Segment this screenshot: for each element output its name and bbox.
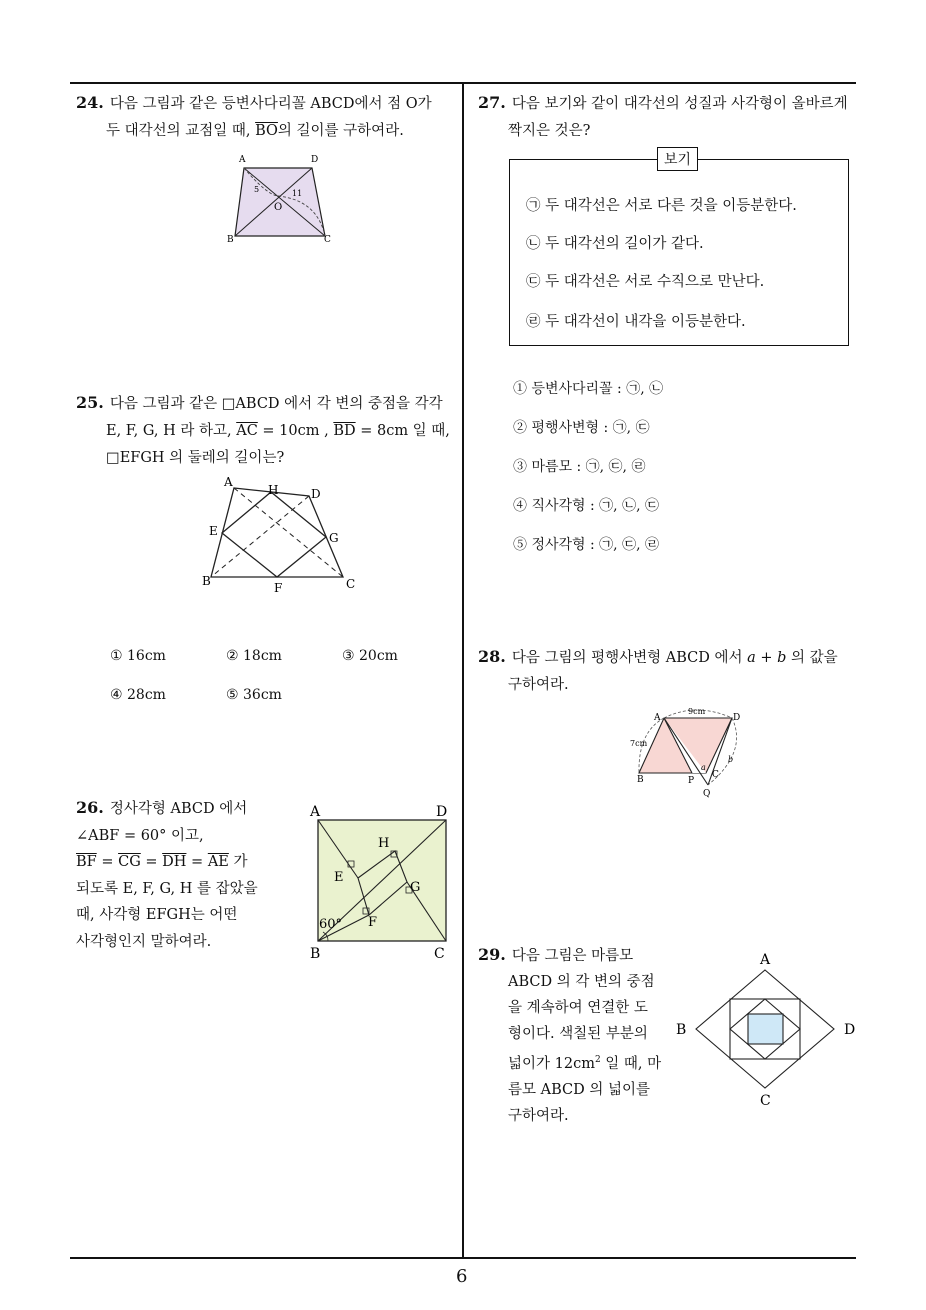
example-item-3: ㉢ 두 대각선은 서로 수직으로 만난다. bbox=[526, 274, 765, 290]
example-item-2: ㉡ 두 대각선의 길이가 같다. bbox=[526, 236, 704, 252]
segment-bo: $\overline{BO}$ bbox=[255, 123, 278, 139]
question-text: ABCD 의 각 변의 중점 bbox=[508, 974, 655, 990]
label-c: C bbox=[760, 1093, 771, 1108]
q25-option-2[interactable]: ② 18cm bbox=[226, 648, 282, 664]
question-24 bbox=[76, 89, 456, 145]
question-28 bbox=[478, 643, 863, 699]
q24-trapezoid-figure bbox=[222, 150, 342, 249]
segment-cg: $\overline{CG}$ bbox=[118, 854, 141, 870]
segment-bf: $\overline{BF}$ bbox=[76, 854, 97, 870]
label-9cm: 9cm bbox=[688, 707, 706, 716]
label-c: C bbox=[712, 770, 719, 780]
question-25 bbox=[76, 389, 461, 472]
question-text: 다음 그림과 같은 등변사다리꼴 ABCD에서 점 O가 bbox=[109, 96, 432, 112]
label-b: B bbox=[676, 1022, 687, 1038]
label-b: B bbox=[310, 946, 321, 962]
question-text: 사각형인지 말하여라. bbox=[76, 933, 212, 950]
question-text: 가 bbox=[228, 854, 248, 870]
label-c: C bbox=[346, 577, 356, 591]
equals-sign: = bbox=[96, 854, 119, 870]
equals-sign: = bbox=[140, 854, 163, 870]
segment-bd: $\overline{BD}$ bbox=[333, 423, 356, 439]
label-g: G bbox=[410, 880, 421, 895]
q27-option-3[interactable]: ③ 마름모 : ㉠, ㉢, ㉣ bbox=[513, 459, 646, 475]
question-text: 을 계속하여 연결한 도 bbox=[508, 1000, 648, 1016]
label-p: P bbox=[688, 776, 695, 786]
label-11: 11 bbox=[292, 189, 303, 198]
question-text: = 8cm 일 때, bbox=[355, 423, 450, 439]
page-number: 6 bbox=[456, 1266, 468, 1287]
label-a: A bbox=[654, 713, 661, 723]
label-b: B bbox=[227, 235, 234, 245]
question-text: 되도록 E, F, G, H 를 잡았을 bbox=[76, 880, 258, 897]
question-text: 다음 그림과 같은 □ABCD 에서 각 변의 중점을 각각 bbox=[109, 396, 443, 412]
expression-a-plus-b: a + b bbox=[747, 650, 787, 666]
question-text: 구하여라. bbox=[508, 677, 569, 693]
q28-parallelogram-figure bbox=[626, 702, 756, 802]
example-item-4: ㉣ 두 대각선이 내각을 이등분한다. bbox=[526, 314, 746, 330]
label-b-angle: b bbox=[728, 755, 734, 764]
label-d: D bbox=[311, 487, 321, 501]
q29-rhombus-figure bbox=[672, 948, 862, 1112]
label-a-angle: a bbox=[701, 763, 706, 772]
question-text: E, F, G, H 라 하고, bbox=[106, 423, 237, 439]
segment-dh: $\overline{DH}$ bbox=[162, 854, 187, 870]
label-d: D bbox=[844, 1022, 856, 1038]
q25-option-1[interactable]: ① 16cm bbox=[110, 648, 166, 664]
q25-quadrilateral-figure bbox=[198, 472, 368, 604]
question-text: 짝지은 것은? bbox=[508, 123, 591, 139]
label-f: F bbox=[368, 915, 378, 930]
example-box-title: 보기 bbox=[657, 147, 698, 171]
label-d: D bbox=[311, 155, 319, 165]
question-text: □EFGH 의 둘레의 길이는? bbox=[106, 450, 285, 466]
label-q: Q bbox=[703, 789, 711, 798]
question-text: 름모 ABCD 의 넓이를 bbox=[508, 1081, 650, 1098]
label-a: A bbox=[310, 804, 321, 820]
q27-option-5[interactable]: ⑤ 정사각형 : ㉠, ㉢, ㉣ bbox=[513, 537, 659, 553]
question-29 bbox=[478, 942, 668, 1129]
question-number: 28. bbox=[478, 647, 506, 666]
question-text: 넓이가 12cm bbox=[508, 1055, 595, 1072]
column-divider bbox=[462, 82, 464, 1259]
example-item-1: ㉠ 두 대각선은 서로 다른 것을 이등분한다. bbox=[526, 198, 797, 214]
q25-option-4[interactable]: ④ 28cm bbox=[110, 687, 166, 703]
label-5: 5 bbox=[254, 185, 260, 194]
label-c: C bbox=[324, 235, 331, 245]
label-a: A bbox=[239, 155, 246, 165]
label-a: A bbox=[224, 475, 233, 489]
label-e: E bbox=[334, 870, 344, 885]
angle-label: 60° bbox=[319, 917, 343, 932]
question-text: 두 대각선의 교점일 때, bbox=[106, 123, 256, 139]
label-h: H bbox=[268, 483, 279, 497]
question-number: 25. bbox=[76, 393, 104, 412]
question-text: 정사각형 ABCD 에서 bbox=[109, 801, 248, 817]
q27-option-4[interactable]: ④ 직사각형 : ㉠, ㉡, ㉢ bbox=[513, 498, 659, 514]
question-text: 일 때, 마 bbox=[600, 1055, 662, 1072]
equals-sign: = bbox=[186, 854, 208, 870]
bottom-rule bbox=[70, 1257, 856, 1259]
label-b: B bbox=[202, 574, 211, 588]
question-text: 다음 그림의 평행사변형 ABCD 에서 bbox=[511, 650, 748, 666]
segment-ae: $\overline{AE}$ bbox=[207, 854, 229, 870]
label-c: C bbox=[434, 946, 445, 962]
question-text: 때, 사각형 EFGH는 어떤 bbox=[76, 907, 238, 923]
q27-option-2[interactable]: ② 평행사변형 : ㉠, ㉢ bbox=[513, 420, 650, 436]
q25-option-3[interactable]: ③ 20cm bbox=[342, 648, 398, 664]
q26-square-figure bbox=[306, 798, 458, 968]
question-number: 29. bbox=[478, 945, 506, 964]
question-text: = 10cm , bbox=[257, 423, 334, 439]
question-text: 다음 그림은 마름모 bbox=[511, 948, 634, 964]
question-text: 형이다. 색칠된 부분의 bbox=[508, 1026, 648, 1042]
label-e: E bbox=[209, 524, 218, 538]
question-text: 구하여라. bbox=[508, 1107, 569, 1124]
question-number: 27. bbox=[478, 93, 506, 112]
question-26 bbox=[76, 795, 296, 955]
question-number: 26. bbox=[76, 798, 104, 817]
label-f: F bbox=[274, 581, 283, 595]
label-h: H bbox=[378, 836, 390, 851]
label-d: D bbox=[733, 713, 741, 723]
label-o: O bbox=[274, 202, 283, 213]
segment-ac: $\overline{AC}$ bbox=[236, 423, 258, 439]
label-d: D bbox=[436, 804, 448, 820]
question-number: 24. bbox=[76, 93, 104, 112]
label-a: A bbox=[760, 952, 771, 968]
label-b: B bbox=[637, 775, 644, 785]
label-g: G bbox=[329, 531, 339, 545]
question-text: 의 값을 bbox=[786, 650, 838, 666]
label-7cm: 7cm bbox=[630, 739, 648, 748]
q27-option-1[interactable]: ① 등변사다리꼴 : ㉠, ㉡ bbox=[513, 381, 664, 397]
superscript: 2 bbox=[594, 1055, 601, 1065]
question-27 bbox=[478, 89, 863, 145]
question-text: 다음 보기와 같이 대각선의 성질과 사각형이 올바르게 bbox=[511, 96, 848, 112]
question-text: ∠ABF = 60° 이고, bbox=[76, 827, 204, 844]
q25-option-5[interactable]: ⑤ 36cm bbox=[226, 687, 282, 703]
question-text: 의 길이를 구하여라. bbox=[277, 123, 404, 139]
